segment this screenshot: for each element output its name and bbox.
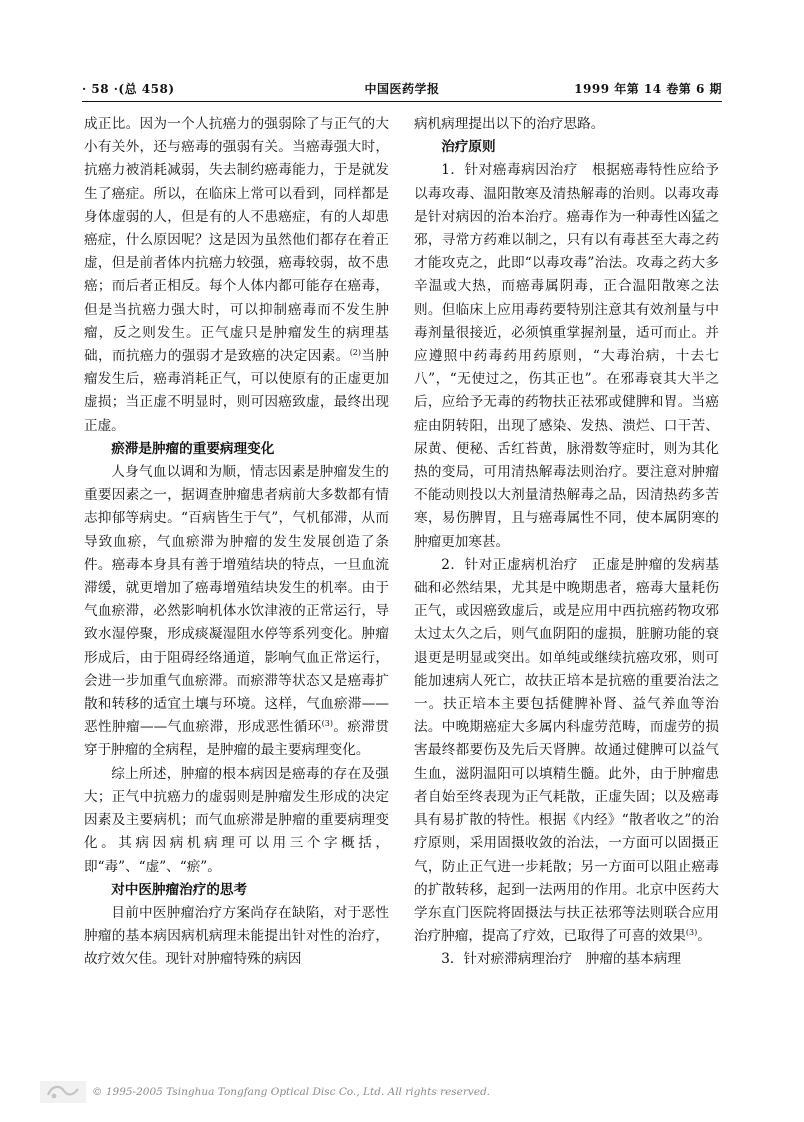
paragraph: 1．针对癌毒病因治疗 根据癌毒特性应给予以毒攻毒、温阳散寒及清热解毒的治则。以毒攻毒是针对病因的治本治疗。癌毒作为一种毒性凶猛之邪，寻常方药难以制之，只有以有毒甚至大毒之药才能攻克之，此即“以毒攻毒”治法。攻毒之药大多辛温或大热，而癌毒属阴毒，正合温阳散寒之法则。但临床上应用毒药要特别注意其有效剂量与中毒剂量很接近，必须慎重掌握剂量，适可而止。并应遵照中药毒药用药原则，“大毒治病，十去七八”，“无使过之，伤其正也”。在邪毒衰其大半之后，应给予无毒的药物扶正祛邪或健脾和胃。当癌症由阴转阳，出现了感染、发热、溃烂、口干苦、尿黄、便秘、舌红苔黄，脉滑数等症时，则为其化热的变局，可用清热解毒法则治疗。要注意对肿瘤不能动则投以大剂量清热解毒之品，因清热药多苦寒，易伤脾胃，且与癌毒属性不同，使本属阴寒的肿瘤更加寒甚。: [414, 162, 719, 550]
citation: (3): [685, 928, 698, 938]
citation: (2): [349, 348, 362, 358]
running-header: [82, 76, 722, 102]
paragraph: 病机病理提出以下的治疗思路。: [414, 116, 605, 132]
paragraph: 目前中医肿瘤治疗方案尚存在缺陷，对于恶性肿瘤的基本病因病机病理未能提出针对性的治疗，故疗效欠佳。现针对肿瘤特殊的病因: [84, 904, 389, 968]
paragraph: 2．针对正虚病机治疗 正虚是肿瘤的发病基础和必然结果，尤其是中晚期患者，癌毒大量耗伤正气，或因癌致虚后，或是应用中西抗癌药物攻邪太过太久之后，则气血阴阳的虚损，脏腑功能的衰退更是明显或突出。如单纯或继续抗癌攻邪，则可能加速病人死亡，故扶正培本是抗癌的重要治法之一。扶正培本主要包括健脾补肾、益气养血等治法。中晚期癌症大多属内科虚劳范畴，而虚劳的损害最终都要伤及先后天肾脾。故通过健脾可以益气生血，滋阴温阳可以填精生髓。此外，由于肿瘤患者自始至终表现为正气耗散，正虚失固；以及癌毒具有易扩散的特性。根据《内经》“散者收之”的治疗原则，采用固摄收敛的治法，一方面可以固摄正气，防止正气进一步耗散；另一方面可以阻止癌毒的扩散转移，起到一法两用的作用。北京中医药大学东直门医院将固摄法与扶正祛邪等法则联合应用治疗肿瘤，提高了疗效，已取得了可喜的效果$^{(3)}$。: [414, 556, 719, 945]
page-number: · 58 ·(总 458): [82, 82, 175, 96]
issue-info: 1999 年第 14 卷第 6 期: [574, 82, 722, 96]
journal-title: 中国医药学报: [364, 82, 440, 96]
publisher-logo-icon: [40, 1081, 86, 1103]
paragraph: 人身气血以调和为顺，情志因素是肿瘤发生的重要因素之一，据调查肿瘤患者病前大多数都有情志抑郁等病史。“百病皆生于气”，气机郁滞，从而导致血瘀，气血瘀滞为肿瘤的发生发展创造了条件。癌毒本身具有善于增殖结块的特点，一旦血流滞缓，就更增加了癌毒增殖结块发生的机率。由于气血瘀滞，必然影响机体水饮津液的正常运行，导致水湿停聚，形成痰凝湿阻水停等系列变化。肿瘤形成后，由于阻碍经络通道，影响气血正常运行，会进一步加重气血瘀滞。而瘀滞等状态又是癌毒扩散和转移的适宜土壤与环境。这样，气血瘀滞——恶性肿瘤——气血瘀滞，形成恶性循环$^{(3)}$。瘀滞贯穿于肿瘤的全病程，是肿瘤的最主要病理变化。: [84, 464, 390, 759]
section-heading: 瘀滞是肿瘤的重要病理变化: [111, 440, 275, 457]
footer: [40, 1081, 764, 1107]
section-heading: 治疗原则: [441, 139, 496, 156]
left-column: [84, 113, 389, 972]
paragraph: 综上所述，肿瘤的根本病因是癌毒的存在及强大；正气中抗癌力的虚弱则是肿瘤发生形成的决定因素及主要病机；而气血瘀滞是肿瘤的重要病理变化。其病因病机病理可以用三个字概括，即“毒”、“虚”、“瘀”。: [84, 765, 389, 875]
citation: (3): [321, 719, 333, 729]
paragraph: 成正比。因为一个人抗癌力的强弱除了与正气的大小有关外，还与癌毒的强弱有关。当癌毒强大时，抗癌力被消耗减弱，失去制约癌毒能力，于是就发生了癌症。所以，在临床上常可以看到，同样都是身体虚弱的人，但是有的人不患癌症，有的人却患癌症，什么原因呢？这是因为虽然他们都存在着正虚，但是前者体内抗癌力较强，癌毒较弱，故不患癌；而后者正相反。每个人体内都可能存在癌毒，但是当抗癌力强大时，可以抑制癌毒而不发生肿瘤，反之则发生。正气虚只是肿瘤发生的病理基础，而抗癌力的强弱才是致癌的决定因素。$^{(2)}$当肿瘤发生后，癌毒消耗正气，可以使原有的正虚更加虚损；当正虚不明显时，则可因癌致虚，最终出现正虚。: [84, 116, 389, 434]
paragraph: 3．针对瘀滞病理治疗 肿瘤的基本病理: [441, 951, 681, 968]
right-column: [414, 113, 719, 972]
section-heading: 对中医肿瘤治疗的思考: [111, 881, 248, 898]
copyright-text: © 1995-2005 Tsinghua Tongfang Optical Disc Co., Ltd. All rights reserved.: [92, 1086, 491, 1098]
header-rule: [82, 101, 722, 102]
